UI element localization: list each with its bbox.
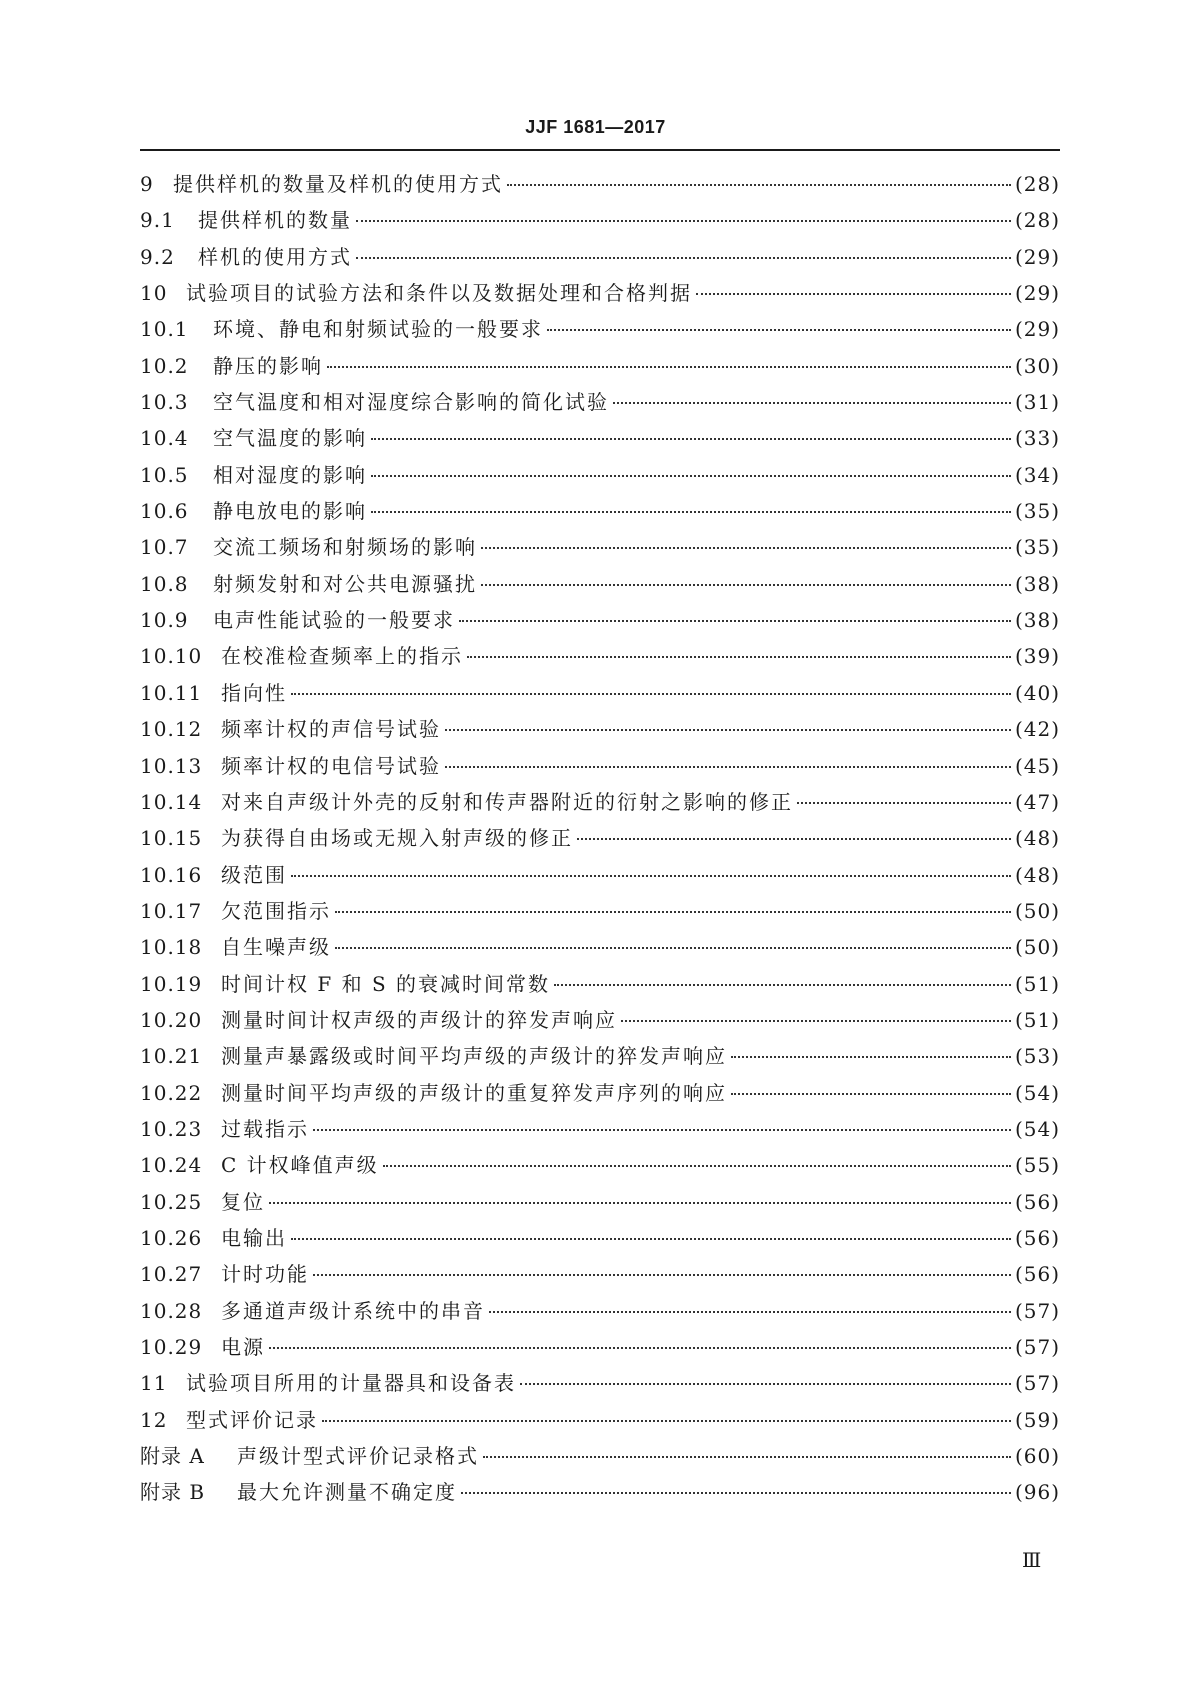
toc-page: (29) xyxy=(1014,281,1060,306)
toc-number: 10.26 xyxy=(140,1225,203,1250)
toc-title: 电输出 xyxy=(221,1225,287,1250)
toc-number: 10.24 xyxy=(140,1153,203,1178)
toc-page: (50) xyxy=(1014,935,1060,960)
toc-title: 环境、静电和射频试验的一般要求 xyxy=(213,317,543,342)
toc-entry[interactable] xyxy=(140,1222,1060,1258)
toc-page: (57) xyxy=(1014,1298,1060,1323)
toc-leader xyxy=(291,875,1011,877)
toc-leader xyxy=(291,693,1011,695)
toc-leader xyxy=(445,766,1011,768)
toc-leader xyxy=(731,1056,1011,1058)
toc-entry[interactable] xyxy=(140,1404,1060,1440)
toc-title: 欠范围指示 xyxy=(221,898,331,923)
toc-number: 10.25 xyxy=(140,1189,203,1214)
toc-title: 测量时间平均声级的声级计的重复猝发声序列的响应 xyxy=(221,1080,727,1105)
toc-title: 型式评价记录 xyxy=(186,1407,318,1432)
toc-title: 空气温度和相对湿度综合影响的简化试验 xyxy=(213,390,609,415)
toc-leader xyxy=(371,475,1011,477)
toc-page: (39) xyxy=(1014,644,1060,669)
toc-page: (56) xyxy=(1014,1262,1060,1287)
toc-number: 11 xyxy=(140,1371,168,1396)
toc-entry[interactable] xyxy=(140,822,1060,858)
toc-page: (60) xyxy=(1014,1444,1060,1469)
toc-page: (96) xyxy=(1014,1480,1060,1505)
toc-title: 相对湿度的影响 xyxy=(213,462,367,487)
toc-leader xyxy=(613,402,1011,404)
toc-leader xyxy=(489,1311,1011,1313)
toc-number: 10.5 xyxy=(140,462,189,487)
toc-title: 对来自声级计外壳的反射和传声器附近的衍射之影响的修正 xyxy=(221,789,793,814)
toc-page: (31) xyxy=(1014,390,1060,415)
toc-leader xyxy=(371,438,1011,440)
toc-page: (54) xyxy=(1014,1080,1060,1105)
toc-leader xyxy=(371,511,1011,513)
toc-title: 测量时间计权声级的声级计的猝发声响应 xyxy=(221,1007,617,1032)
toc-number: 10.14 xyxy=(140,789,203,814)
toc-number: 10.12 xyxy=(140,717,203,742)
toc-title: 静电放电的影响 xyxy=(213,499,367,524)
toc-title: 级范围 xyxy=(221,862,287,887)
toc-page: (57) xyxy=(1014,1371,1060,1396)
toc-page: (57) xyxy=(1014,1335,1060,1359)
toc-entry[interactable] xyxy=(140,1367,1060,1403)
toc-title: 最大允许测量不确定度 xyxy=(237,1480,457,1505)
toc-title: 电源 xyxy=(221,1335,265,1359)
toc-leader xyxy=(322,1420,1011,1422)
header-rule xyxy=(140,149,1060,151)
toc-page: (35) xyxy=(1014,499,1060,524)
toc-page: (45) xyxy=(1014,753,1060,778)
toc-number: 10.21 xyxy=(140,1044,203,1069)
toc-leader xyxy=(356,257,1011,259)
toc-number: 10.18 xyxy=(140,935,203,960)
toc-leader xyxy=(797,802,1011,804)
toc-leader xyxy=(327,366,1011,368)
toc-title: 频率计权的声信号试验 xyxy=(221,717,441,742)
toc-page: (34) xyxy=(1014,462,1060,487)
toc-leader xyxy=(621,1020,1011,1022)
toc-page: (29) xyxy=(1014,317,1060,342)
toc-page: (40) xyxy=(1014,680,1060,705)
toc-number: 9.1 xyxy=(140,208,175,233)
toc-number: 10.8 xyxy=(140,571,189,596)
toc-page: (48) xyxy=(1014,862,1060,887)
toc-number: 12 xyxy=(140,1407,168,1432)
toc-number: 9 xyxy=(140,172,154,196)
toc-leader xyxy=(507,184,1011,186)
toc-title: 提供样机的数量及样机的使用方式 xyxy=(173,172,503,196)
toc-entry[interactable] xyxy=(140,277,1060,313)
toc-number: 10.9 xyxy=(140,608,189,633)
toc-number: 10.16 xyxy=(140,862,203,887)
toc-leader xyxy=(269,1202,1011,1204)
toc-entry[interactable] xyxy=(140,459,1060,495)
toc-page: (29) xyxy=(1014,244,1060,269)
toc-number: 10.17 xyxy=(140,898,203,923)
document-header: JJF 1681—2017 xyxy=(525,117,666,137)
toc-page: (42) xyxy=(1014,717,1060,742)
toc-leader xyxy=(520,1383,1011,1385)
toc-page: (55) xyxy=(1014,1153,1060,1178)
toc-entry[interactable] xyxy=(140,604,1060,640)
toc-page: (54) xyxy=(1014,1116,1060,1141)
toc-entry[interactable] xyxy=(140,931,1060,967)
toc-number: 10.22 xyxy=(140,1080,203,1105)
toc-leader xyxy=(291,1238,1011,1240)
toc-entry[interactable] xyxy=(140,495,1060,531)
toc-title: 频率计权的电信号试验 xyxy=(221,753,441,778)
toc-page: (28) xyxy=(1014,172,1060,196)
toc-title: 时间计权 F 和 S 的衰减时间常数 xyxy=(221,971,551,996)
toc-title: 复位 xyxy=(221,1189,265,1214)
toc-number: 附录 B xyxy=(140,1480,206,1505)
toc-page: (56) xyxy=(1014,1225,1060,1250)
toc-number: 10.3 xyxy=(140,390,189,415)
toc-number: 10.29 xyxy=(140,1335,203,1359)
toc-number: 10.27 xyxy=(140,1262,203,1287)
toc-title: 在校准检查频率上的指示 xyxy=(221,644,463,669)
toc-entry[interactable] xyxy=(140,313,1060,349)
toc-page: (38) xyxy=(1014,608,1060,633)
toc-entry[interactable] xyxy=(140,1113,1060,1149)
toc-title: 试验项目所用的计量器具和设备表 xyxy=(186,1371,516,1396)
toc-number: 10.10 xyxy=(140,644,203,669)
toc-number: 10.19 xyxy=(140,971,203,996)
toc-title: C 计权峰值声级 xyxy=(221,1153,379,1178)
toc-entry[interactable] xyxy=(140,677,1060,713)
toc-number: 附录 A xyxy=(140,1444,205,1469)
toc-title: 自生噪声级 xyxy=(221,935,331,960)
toc-entry[interactable] xyxy=(140,1186,1060,1222)
toc-title: 空气温度的影响 xyxy=(213,426,367,451)
toc-title: 过载指示 xyxy=(221,1116,309,1141)
toc-entry[interactable] xyxy=(140,1149,1060,1185)
toc-entry[interactable] xyxy=(140,1476,1060,1512)
toc-title: 电声性能试验的一般要求 xyxy=(213,608,455,633)
toc-number: 10.28 xyxy=(140,1298,203,1323)
toc-leader xyxy=(461,1492,1011,1494)
toc-leader xyxy=(335,947,1011,949)
toc-entry[interactable] xyxy=(140,350,1060,386)
toc-leader xyxy=(383,1165,1011,1167)
toc-leader xyxy=(483,1456,1011,1458)
toc-entry[interactable] xyxy=(140,859,1060,895)
toc-entry[interactable] xyxy=(140,640,1060,676)
toc-page: (47) xyxy=(1014,789,1060,814)
toc-entry[interactable] xyxy=(140,713,1060,749)
toc-page: (38) xyxy=(1014,571,1060,596)
toc-page: (30) xyxy=(1014,353,1060,378)
toc-leader xyxy=(554,984,1011,986)
toc-title: 声级计型式评价记录格式 xyxy=(237,1444,479,1469)
toc-leader xyxy=(459,620,1011,622)
toc-entry[interactable] xyxy=(140,786,1060,822)
toc-page: (59) xyxy=(1014,1407,1060,1432)
toc-entry[interactable] xyxy=(140,168,1060,204)
toc-leader xyxy=(335,911,1011,913)
toc-entry[interactable] xyxy=(140,1331,1060,1367)
toc-entry[interactable] xyxy=(140,1440,1060,1476)
toc-entry[interactable] xyxy=(140,386,1060,422)
toc-page: (53) xyxy=(1014,1044,1060,1069)
toc-leader xyxy=(313,1274,1011,1276)
toc-title: 交流工频场和射频场的影响 xyxy=(213,535,477,560)
toc-page: (28) xyxy=(1014,208,1060,233)
toc-page: (50) xyxy=(1014,898,1060,923)
toc-leader xyxy=(313,1129,1011,1131)
toc-entry[interactable] xyxy=(140,968,1060,1004)
toc-number: 9.2 xyxy=(140,244,175,269)
toc-page: (48) xyxy=(1014,826,1060,851)
toc-page: (33) xyxy=(1014,426,1060,451)
toc-number: 10.13 xyxy=(140,753,203,778)
toc-leader xyxy=(481,584,1011,586)
toc-title: 多通道声级计系统中的串音 xyxy=(221,1298,485,1323)
toc-title: 静压的影响 xyxy=(213,353,323,378)
toc-page: (51) xyxy=(1014,1007,1060,1032)
toc-title: 计时功能 xyxy=(221,1262,309,1287)
toc-entry[interactable] xyxy=(140,568,1060,604)
toc-entry[interactable] xyxy=(140,1077,1060,1113)
toc-entry[interactable] xyxy=(140,1004,1060,1040)
toc-entry[interactable] xyxy=(140,241,1060,277)
toc-leader xyxy=(731,1093,1011,1095)
toc-number: 10.7 xyxy=(140,535,189,560)
toc-leader xyxy=(547,329,1011,331)
toc-page: (56) xyxy=(1014,1189,1060,1214)
toc-entry[interactable] xyxy=(140,1258,1060,1294)
toc-leader xyxy=(467,656,1011,658)
toc-entry[interactable] xyxy=(140,895,1060,931)
page-number: Ⅲ xyxy=(1022,1548,1042,1572)
toc-entry[interactable] xyxy=(140,531,1060,567)
toc-number: 10 xyxy=(140,281,168,306)
toc-entry[interactable] xyxy=(140,422,1060,458)
toc-entry[interactable] xyxy=(140,204,1060,240)
toc-number: 10.1 xyxy=(140,317,189,342)
toc-title: 射频发射和对公共电源骚扰 xyxy=(213,571,477,596)
toc-title: 提供样机的数量 xyxy=(198,208,352,233)
toc-title: 测量声暴露级或时间平均声级的声级计的猝发声响应 xyxy=(221,1044,727,1069)
toc-number: 10.4 xyxy=(140,426,189,451)
toc-entry[interactable] xyxy=(140,750,1060,786)
toc-title: 试验项目的试验方法和条件以及数据处理和合格判据 xyxy=(186,281,692,306)
toc-leader xyxy=(577,838,1011,840)
table-of-contents xyxy=(140,168,1060,1513)
toc-number: 10.20 xyxy=(140,1007,203,1032)
toc-entry[interactable] xyxy=(140,1295,1060,1331)
toc-number: 10.6 xyxy=(140,499,189,524)
toc-page: (35) xyxy=(1014,535,1060,560)
toc-title: 样机的使用方式 xyxy=(198,244,352,269)
toc-leader xyxy=(269,1347,1011,1349)
toc-entry[interactable] xyxy=(140,1040,1060,1076)
toc-number: 10.23 xyxy=(140,1116,203,1141)
toc-title: 指向性 xyxy=(221,680,287,705)
toc-title: 为获得自由场或无规入射声级的修正 xyxy=(221,826,573,851)
toc-number: 10.2 xyxy=(140,353,189,378)
toc-leader xyxy=(356,220,1011,222)
toc-page: (51) xyxy=(1014,971,1060,996)
toc-number: 10.15 xyxy=(140,826,203,851)
toc-leader xyxy=(445,729,1011,731)
toc-number: 10.11 xyxy=(140,680,203,705)
toc-leader xyxy=(481,547,1011,549)
toc-leader xyxy=(696,293,1011,295)
